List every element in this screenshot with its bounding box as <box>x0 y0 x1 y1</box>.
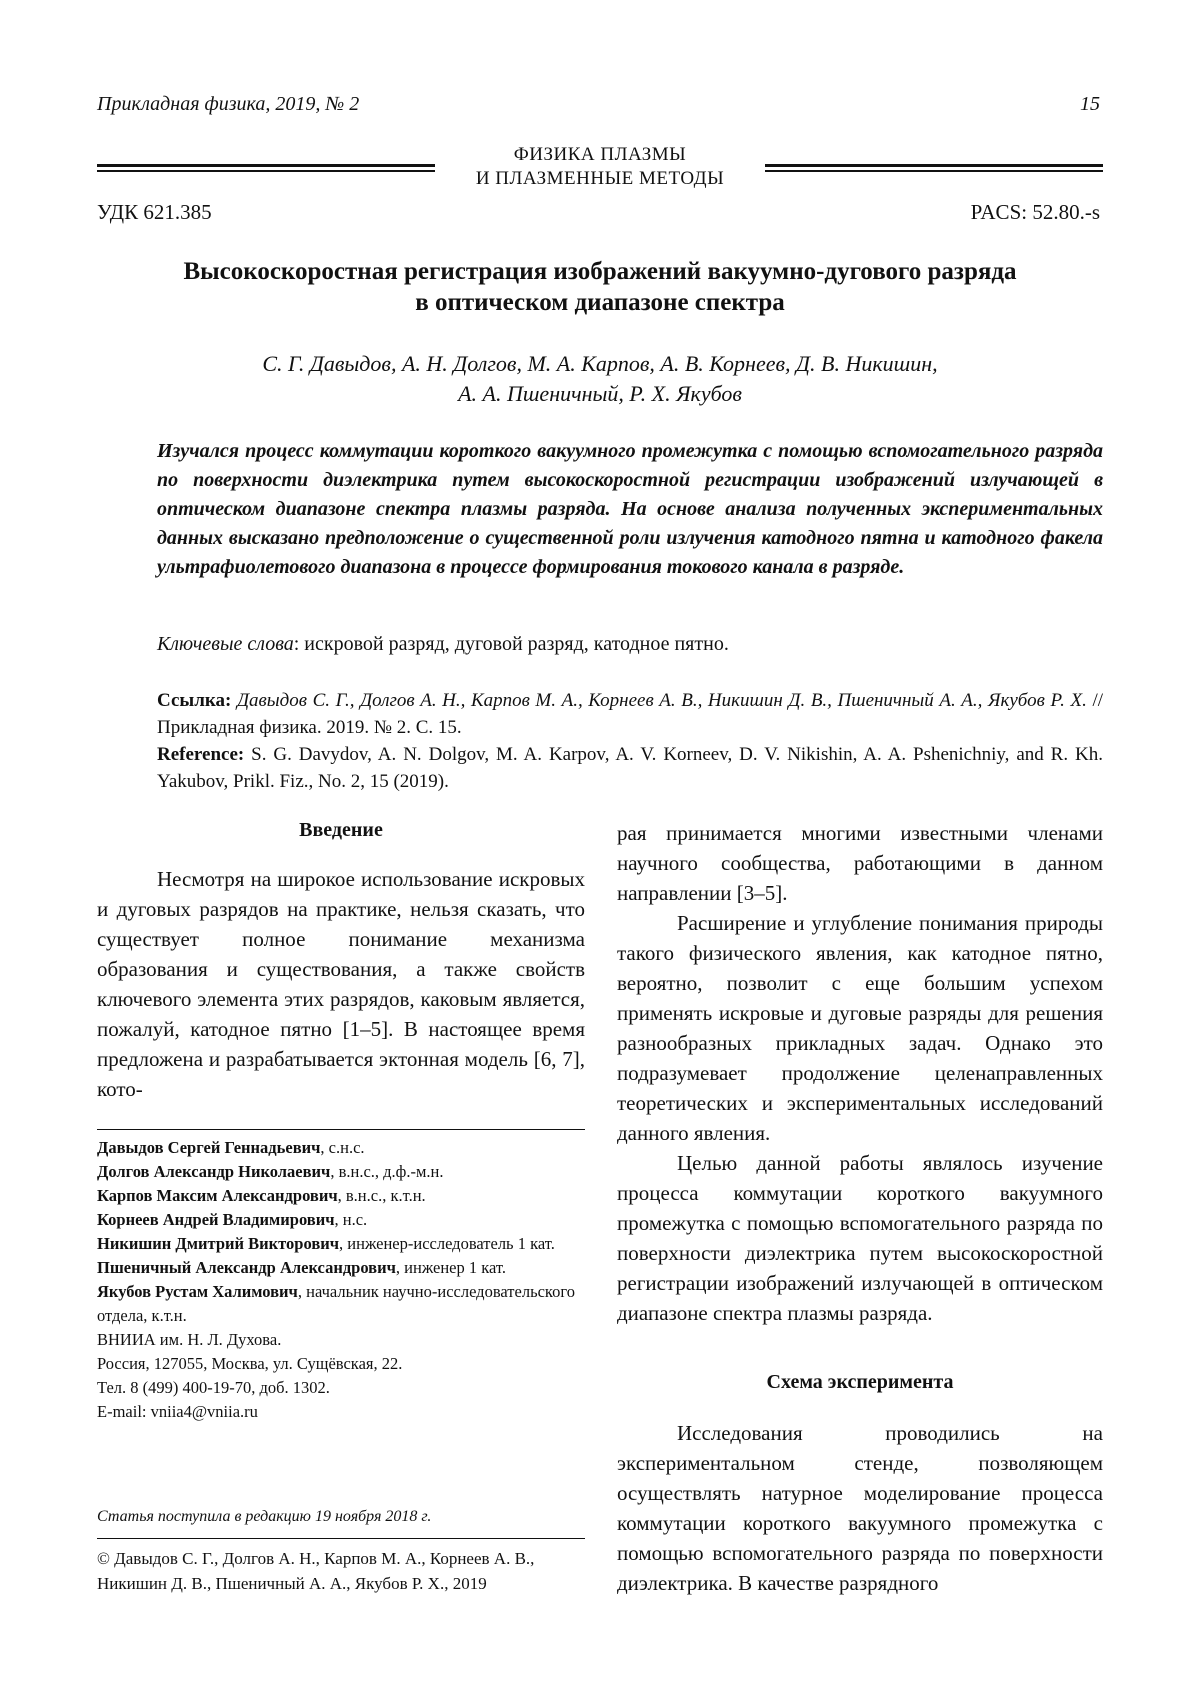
citation-ru-source: // Прикладная физика. 2019. № 2. С. 15. <box>157 690 1103 738</box>
affiliation-info: , инженер-исследователь 1 кат. <box>339 1234 555 1253</box>
scheme-body <box>617 1418 1103 1598</box>
keywords-label: Ключевые слова <box>157 633 294 655</box>
article-title <box>97 256 1103 318</box>
affiliation-name: Давыдов Сергей Геннадьевич <box>97 1138 320 1157</box>
affiliation-info: , в.н.с., к.т.н. <box>338 1186 426 1205</box>
institution-name: ВНИИА им. Н. Л. Духова. <box>97 1328 585 1352</box>
journal-running-head: Прикладная физика, 2019, № 2 <box>97 93 359 116</box>
section-heading <box>440 143 760 191</box>
citation-block <box>157 687 1103 795</box>
affiliation-name: Пшеничный Александр Александрович <box>97 1258 396 1277</box>
affiliation-2 <box>97 1160 585 1184</box>
article-title-line2: в оптическом диапазоне спектра <box>97 287 1103 318</box>
affiliation-info: , инженер 1 кат. <box>396 1258 506 1277</box>
footnote-divider <box>97 1129 585 1130</box>
affiliation-6 <box>97 1256 585 1280</box>
received-date: Статья поступила в редакцию 19 ноября 2018 г. <box>97 1508 585 1526</box>
article-title-line1: Высокоскоростная регистрация изображений вакуумно-дугового разряда <box>97 256 1103 287</box>
affiliation-name: Долгов Александр Николаевич <box>97 1162 330 1181</box>
affiliation-info: , в.н.с., д.ф.-м.н. <box>330 1162 443 1181</box>
affiliation-4 <box>97 1208 585 1232</box>
institution-email: E-mail: vniia4@vniia.ru <box>97 1400 585 1424</box>
section-rule-right <box>765 164 1103 176</box>
affiliation-name: Корнеев Андрей Владимирович <box>97 1210 335 1229</box>
affiliation-name: Никишин Дмитрий Викторович <box>97 1234 339 1253</box>
affiliation-name: Карпов Максим Александрович <box>97 1186 338 1205</box>
author-affiliations <box>97 1136 585 1424</box>
citation-ru <box>157 687 1103 741</box>
affiliation-1 <box>97 1136 585 1160</box>
pacs-code: PACS: 52.80.-s <box>971 200 1100 225</box>
section-heading-line2: И ПЛАЗМЕННЫЕ МЕТОДЫ <box>440 167 760 191</box>
citation-ru-label: Ссылка: <box>157 690 231 711</box>
affiliation-7 <box>97 1280 585 1328</box>
abstract: Изучался процесс коммутации короткого вакуумного промежутка с помощью вспомогательного разряда по поверхности диэлектрика путем высокоскоростной регистрации изображений излучающей в оптическом диапазоне спектра плазмы разряда. На основе анализа полученных экспериментальных данных высказано предположение о существенной роли излучения катодного пятна и катодного факела ультрафиолетового диапазона в процессе формирования токового канала в разряде. <box>157 437 1103 582</box>
intro-paragraph-2: Расширение и углубление понимания природы такого физического явления, как катодное пятно, вероятно, позволит с еще большим успехом применять искровые и дуговые разряды для решения разнообразных прикладных задач. Однако это подразумевает продолжение целенаправленных теоретических и экспериментальных исследований данного явления. <box>617 908 1103 1148</box>
author-list-line1: С. Г. Давыдов, А. Н. Долгов, М. А. Карпов, А. В. Корнеев, Д. В. Никишин, <box>97 349 1103 379</box>
section-rule-left <box>97 164 435 176</box>
affiliation-5 <box>97 1232 585 1256</box>
right-column-body <box>617 818 1103 1328</box>
page-number: 15 <box>1080 93 1100 116</box>
author-list <box>97 349 1103 409</box>
affiliation-name: Якубов Рустам Халимович <box>97 1282 298 1301</box>
udc-code: УДК 621.385 <box>97 200 212 225</box>
intro-paragraph-3: Целью данной работы являлось изучение процесса коммутации короткого вакуумного промежутка с помощью вспомогательного разряда по поверхности диэлектрика путем высокоскоростной регистрации изображений излучающей в оптическом диапазоне спектра плазмы разряда. <box>617 1148 1103 1328</box>
institution-address: Россия, 127055, Москва, ул. Сущёвская, 22. <box>97 1352 585 1376</box>
institution-phone: Тел. 8 (499) 400-19-70, доб. 1302. <box>97 1376 585 1400</box>
intro-heading: Введение <box>97 819 585 842</box>
affiliation-info: , начальник научно-исследовательского отдела, к.т.н. <box>97 1282 575 1325</box>
citation-en <box>157 741 1103 795</box>
citation-en-label: Reference: <box>157 744 244 765</box>
intro-paragraph: Несмотря на широкое использование искровых и дуговых разрядов на практике, нельзя сказать, что существует полное понимание механизма образования и существования, а также свойств ключевого элемента этих разрядов, каковым является, пожалуй, катодное пятно [1–5]. В настоящее время предложена и разрабатывается эктонная модель [6, 7], кото- <box>97 864 585 1104</box>
scheme-heading: Схема эксперимента <box>617 1371 1103 1394</box>
keywords <box>157 633 1103 656</box>
intro-body <box>97 864 585 1104</box>
copyright-divider <box>97 1538 585 1539</box>
section-heading-line1: ФИЗИКА ПЛАЗМЫ <box>440 143 760 167</box>
intro-continuation: рая принимается многими известными членами научного сообщества, работающими в данном направлении [3–5]. <box>617 818 1103 908</box>
citation-ru-authors: Давыдов С. Г., Долгов А. Н., Карпов М. А., Корнеев А. В., Никишин Д. В., Пшеничный А. А., Якубов Р. Х. <box>231 690 1086 711</box>
affiliation-info: , с.н.с. <box>320 1138 364 1157</box>
citation-en-text: S. G. Davydov, A. N. Dolgov, M. A. Karpov, A. V. Korneev, D. V. Nikishin, A. A. Pshenichniy, and R. Kh. Yakubov, Prikl. Fiz., No. 2, 15 (2019). <box>157 744 1103 792</box>
affiliation-info: , н.с. <box>335 1210 368 1229</box>
author-list-line2: А. А. Пшеничный, Р. Х. Якубов <box>97 379 1103 409</box>
scheme-paragraph: Исследования проводились на экспериментальном стенде, позволяющем осуществлять натурное моделирование процесса коммутации короткого вакуумного промежутка с помощью вспомогательного разряда по поверхности диэлектрика. В качестве разрядного <box>617 1418 1103 1598</box>
keywords-text: : искровой разряд, дуговой разряд, катодное пятно. <box>294 633 729 655</box>
affiliation-3 <box>97 1184 585 1208</box>
copyright-notice: © Давыдов С. Г., Долгов А. Н., Карпов М. А., Корнеев А. В., Никишин Д. В., Пшеничный А. А., Якубов Р. Х., 2019 <box>97 1546 585 1596</box>
